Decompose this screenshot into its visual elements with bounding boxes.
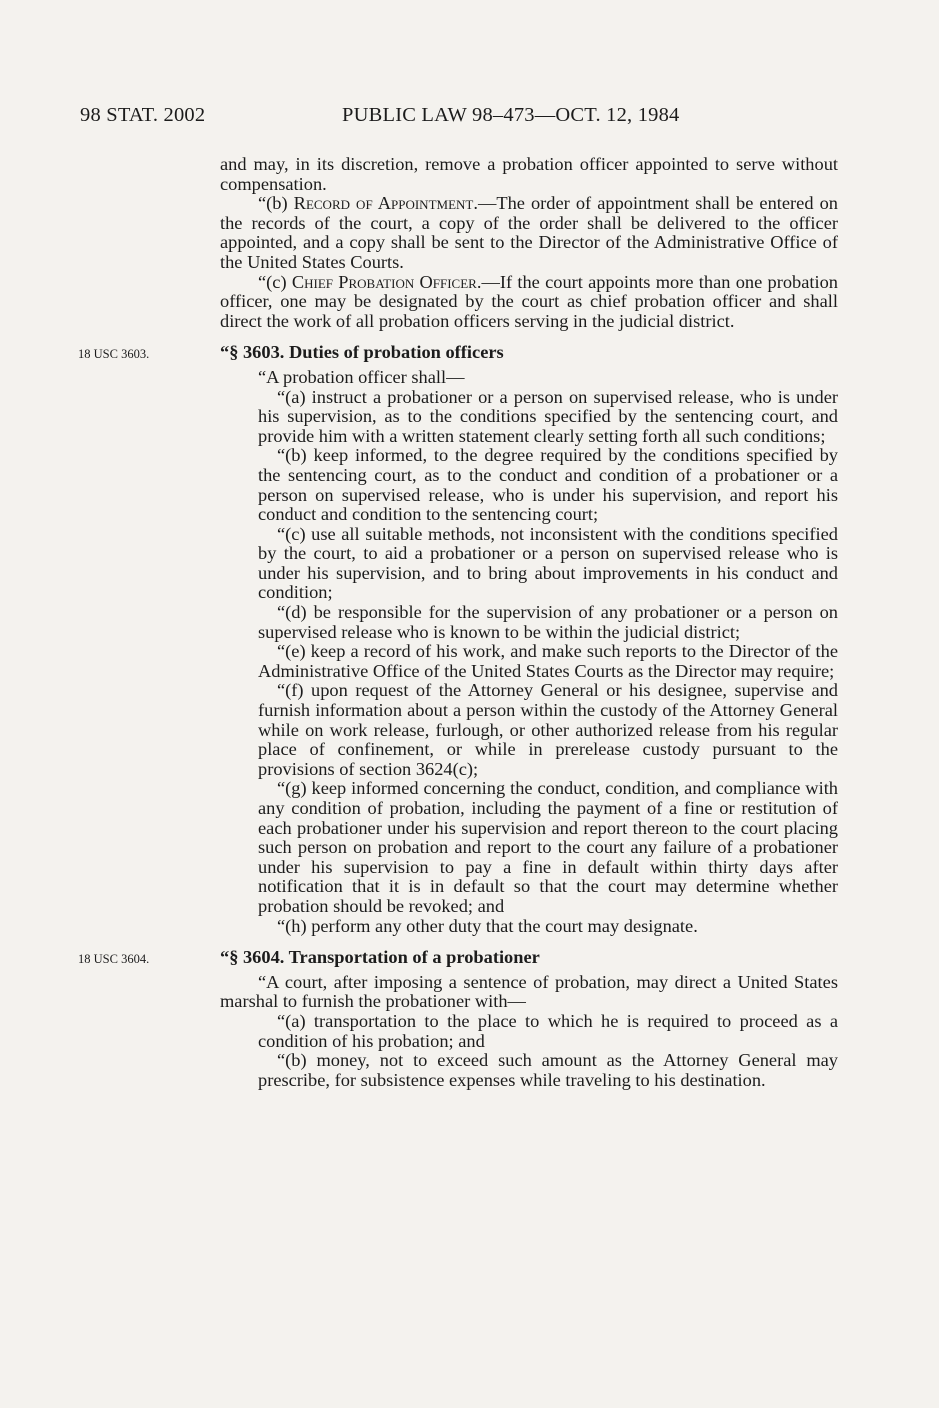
subsection-c-chief-probation-officer	[220, 273, 838, 332]
continuation-paragraph: and may, in its discretion, remove a probation officer appointed to serve without compensation.	[220, 154, 838, 194]
section-3604-item-a: “(a) transportation to the place to which he is required to proceed as a condition of his probation; and	[258, 1010, 838, 1051]
subsection-c-prefix: “(c)	[258, 271, 292, 292]
section-3604-item-b: “(b) money, not to exceed such amount as the Attorney General may prescribe, for subsistence expenses while traveling to his destination.	[258, 1050, 838, 1090]
section-3604-heading	[78, 947, 838, 968]
section-3603-item-d: “(d) be responsible for the supervision of any probationer or a person on supervised release who is known to be within the judicial district;	[258, 602, 838, 642]
section-3603-item-c: “(c) use all suitable methods, not inconsistent with the conditions specified by the court, to aid a probationer or a person on supervised release who is under his supervision, and to bring about improvements in his conduct and condition;	[258, 523, 838, 603]
subsection-b-prefix: “(b)	[258, 193, 294, 214]
section-3603-item-b: “(b) keep informed, to the degree required by the conditions specified by the sentencing court, as to the conduct and condition of a probationer or a person on supervised release, who is under his supervision, and report his conduct and condition to the sentencing court;	[258, 445, 838, 525]
statute-page-number: 98 STAT. 2002	[80, 104, 206, 126]
section-3604-title: “§ 3604. Transportation of a probationer	[220, 947, 540, 968]
section-3604-lead: “A court, after imposing a sentence of probation, may direct a United States marshal to furnish the probationer with—	[220, 971, 838, 1012]
section-3603-lead: “A probation officer shall—	[258, 366, 465, 387]
section-3603-item-g: “(g) keep informed concerning the conduct, condition, and compliance with any condition of probation, including the payment of a fine or restitution of each probationer under his supervision and report thereon to the court placing such person on probation and report to the court any failure of a probationer under his supervision to pay a fine in default within thirty days after notification that it is in default so that the court may determine whether probation should be revoked; and	[258, 778, 838, 916]
subsection-c-text: .—If the court appoints more than one probation officer, one may be designated by the court as chief probation officer and shall direct the work of all probation officers serving in the judicial district.	[220, 271, 839, 331]
section-3603-item-e: “(e) keep a record of his work, and make such reports to the Director of the Administrative Office of the United States Courts as the Director may require;	[258, 641, 838, 681]
section-3603-item-a: “(a) instruct a probationer or a person on supervised release, who is under his supervision, as to the conditions specified by the sentencing court, and provide him with a written statement clearly setting forth all such conditions;	[258, 386, 838, 446]
section-3603-item-f: “(f) upon request of the Attorney General or his designee, supervise and furnish information about a person within the custody of the Attorney General while on work release, furlough, or other authorized release from his regular place of confinement, or while in prerelease custody pursuant to the provisions of section 3624(c);	[258, 680, 838, 779]
subsection-b-text: .—The order of appointment shall be entered on the records of the court, a copy of the order shall be delivered to the officer appointed, and a copy shall be sent to the Director of the Administrative Office of the United States Courts.	[220, 193, 838, 272]
margin-note-3604: 18 USC 3604.	[78, 952, 150, 967]
document-body	[78, 154, 839, 1090]
section-3603-item-h: “(h) perform any other duty that the court may designate.	[277, 915, 698, 936]
public-law-title: PUBLIC LAW 98–473—OCT. 12, 1984	[342, 104, 680, 126]
section-3603-heading	[78, 342, 838, 363]
subsection-b-record-of-appointment	[220, 194, 838, 272]
margin-note-3603: 18 USC 3603.	[78, 347, 150, 362]
subsection-b-heading: Record of Appointment	[293, 193, 474, 214]
section-3603-title: “§ 3603. Duties of probation officers	[220, 342, 504, 363]
subsection-c-heading: Chief Probation Officer	[291, 271, 477, 292]
